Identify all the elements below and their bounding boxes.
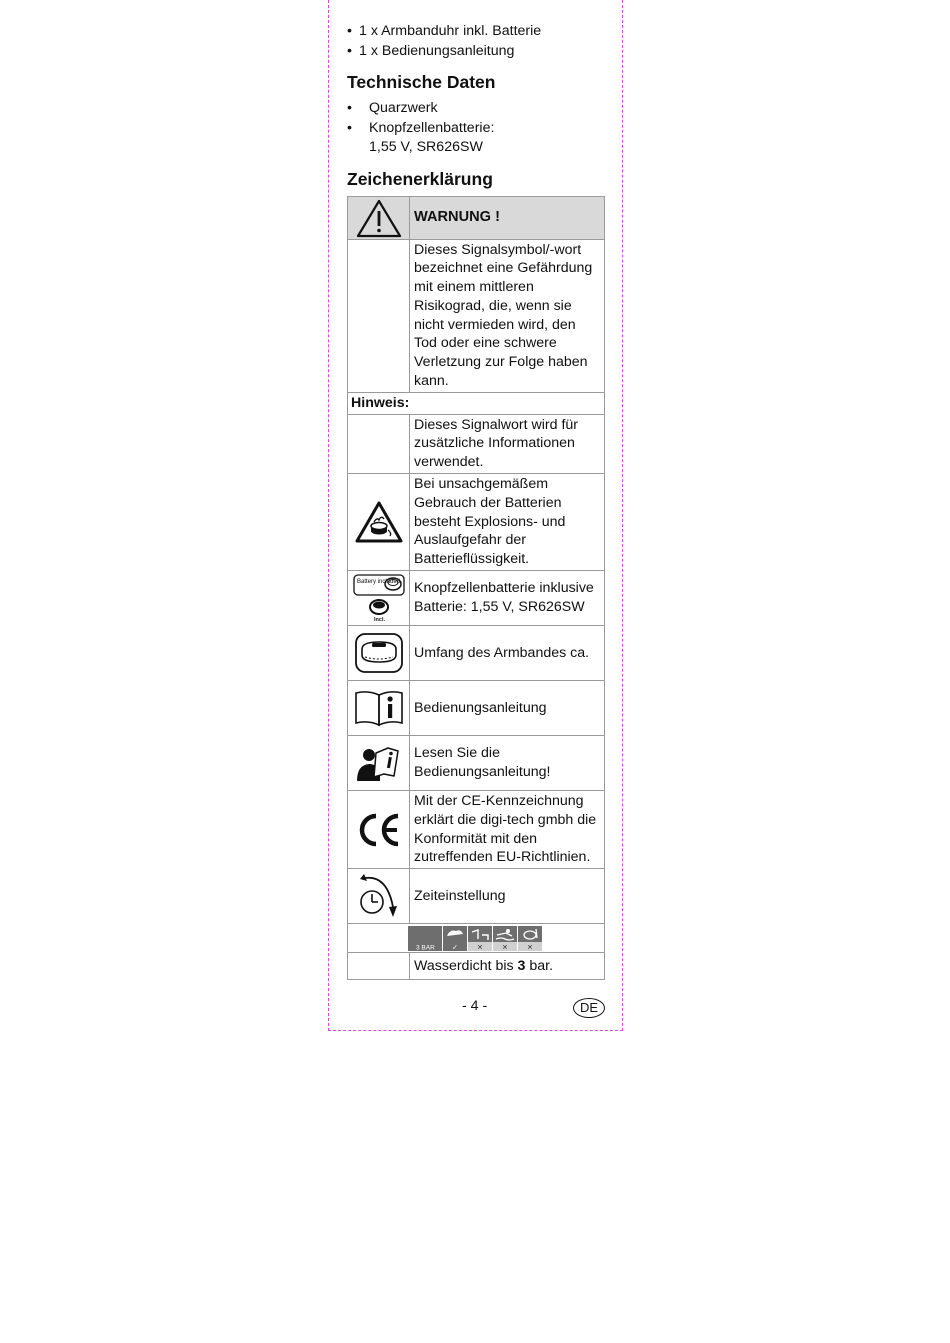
warning-icon-cell	[348, 196, 410, 239]
read-manual-icon-cell	[348, 736, 410, 791]
ce-description: Mit der CE-Kennzeichnung erklärt die digi-tech gmbh die Konformität mit den zutreffenden EU-Richtlinien.	[410, 791, 605, 869]
strap-description: Umfang des Armbandes ca.	[410, 626, 605, 681]
legend-heading: Zeichenerklärung	[347, 168, 493, 189]
water-resistance-description	[410, 953, 605, 980]
water-bar-label: 3 BAR	[416, 944, 435, 952]
battery-explosion-warning-icon	[354, 500, 404, 544]
table-row	[348, 791, 605, 869]
battery-hazard-icon-cell	[348, 474, 410, 571]
page-number: - 4 -	[462, 998, 488, 1014]
table-row	[348, 953, 605, 980]
time-setting-icon-cell	[348, 869, 410, 924]
water-resistance-icons	[406, 924, 546, 952]
table-row	[348, 736, 605, 791]
battery-included-description: Knopfzellenbatterie inklusive Batterie: 1,55 V, SR626SW	[410, 571, 605, 626]
table-row	[348, 571, 605, 626]
battery-included-icon	[352, 573, 406, 623]
table-row	[348, 681, 605, 736]
table-row	[348, 924, 605, 953]
tech-data-list	[347, 99, 605, 158]
list-item: • 1 x Bedienungsanleitung	[347, 42, 605, 62]
table-row	[348, 474, 605, 571]
table-row	[348, 392, 605, 414]
warning-triangle-icon	[355, 198, 403, 238]
ce-mark-cell	[348, 791, 410, 869]
table-row	[348, 869, 605, 924]
time-setting-description: Zeiteinstellung	[410, 869, 605, 924]
list-item: • Quarzwerk	[347, 99, 605, 119]
water-text-pre: Wasserdicht bis	[414, 957, 518, 974]
hint-label: Hinweis:	[348, 392, 605, 414]
battery-incl-icon-text: Incl.	[373, 617, 385, 624]
manual-description: Bedienungsanleitung	[410, 681, 605, 736]
water-resistance-strip	[348, 924, 605, 953]
language-badge: DE	[573, 998, 605, 1018]
page-content	[347, 22, 605, 980]
ce-mark-icon	[355, 811, 403, 849]
table-row	[348, 239, 605, 392]
time-setting-clock-icon	[355, 871, 403, 921]
water-mark: ✕	[527, 943, 533, 952]
table-row	[348, 414, 605, 473]
battery-included-icon-cell	[348, 571, 410, 626]
read-manual-icon	[354, 743, 404, 783]
warning-description: Dieses Signalsymbol/-wort bezeichnet eine Gefährdung mit einem mittleren Risikograd, die, wenn sie nicht vermieden wird, den Tod oder eine schwere Verletzung zur Folge haben kann.	[410, 239, 605, 392]
water-text-bar-value: 3	[517, 957, 526, 974]
warning-title: WARNUNG !	[414, 209, 500, 226]
water-mark: ✕	[477, 943, 483, 952]
battery-hazard-description: Bei unsachgemäßem Gebrauch der Batterien besteht Explosions- und Auslaufgefahr der Batterieflüssigkeit.	[410, 474, 605, 571]
table-row	[348, 196, 605, 239]
water-mark: ✓	[452, 943, 458, 952]
battery-spec-value: 1,55 V, SR626SW	[369, 139, 483, 155]
list-item	[347, 119, 605, 158]
table-row	[348, 626, 605, 681]
package-contents-list	[347, 22, 605, 62]
list-item: • 1 x Armbanduhr inkl. Batterie	[347, 22, 605, 42]
water-mark: ✕	[502, 943, 508, 952]
manual-page	[328, 0, 623, 1031]
strap-icon-cell	[348, 626, 410, 681]
hint-description: Dieses Signalwort wird für zusätzliche Informationen verwendet.	[410, 414, 605, 473]
watch-strap-icon	[353, 631, 405, 675]
tech-data-heading: Technische Daten	[347, 72, 496, 92]
read-manual-description: Lesen Sie die Bedienungsanleitung!	[410, 736, 605, 791]
water-text-post: bar.	[525, 957, 554, 974]
manual-book-info-icon	[354, 689, 404, 727]
symbol-legend-table	[347, 196, 605, 981]
battery-spec-label: Knopfzellenbatterie:	[369, 119, 495, 136]
battery-included-icon-text: Battery included	[356, 579, 400, 586]
manual-icon-cell	[348, 681, 410, 736]
